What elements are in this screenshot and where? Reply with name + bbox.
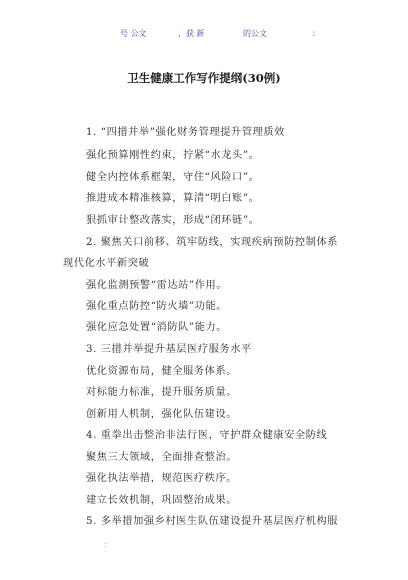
section-heading-4: 4. 重拳出击整治非法行医，守护群众健康安全防线 <box>86 430 328 441</box>
body-line: 健全内控体系框架，守住“风险口”。 <box>86 172 260 183</box>
section-heading-1: 1. “四措并举”强化财务管理提升管理质效 <box>86 127 285 138</box>
body-line: 现代化水平新突破 <box>63 258 150 269</box>
body-line: 强化执法举措，规范医疗秩序。 <box>86 473 238 484</box>
body-line: 优化资源布局，健全服务体系。 <box>86 366 238 377</box>
document-title: 卫生健康工作写作提纲(30例) <box>127 71 281 85</box>
header-text-4: ： <box>312 29 320 38</box>
section-heading-5: 5. 多举措加强乡村医生队伍建设提升基层医疗机构服 <box>86 516 339 527</box>
body-line: 强化预算刚性约束，拧紧“水龙头”。 <box>86 150 260 161</box>
body-line: 强化应急处置“消防队”能力。 <box>86 322 228 333</box>
body-line: 聚焦三大领域，全面排查整治。 <box>86 452 238 463</box>
section-heading-2: 2. 聚焦关口前移、筑牢防线，实现疾病预防控制体系 <box>86 237 339 248</box>
body-line: 狠抓审计整改落实，形成“闭环链”。 <box>86 215 260 226</box>
body-line: 创新用人机制，强化队伍建设。 <box>86 409 238 420</box>
header-text-3: 的公文 <box>243 29 267 38</box>
body-line: 强化监测预警“雷达站”作用。 <box>86 280 228 291</box>
header-text-2: ，获 新 <box>178 29 205 38</box>
section-heading-3: 3. 三措并举提升基层医疗服务水平 <box>86 344 252 355</box>
body-line: 建立长效机制，巩固整治成果。 <box>86 495 238 506</box>
body-line: 强化重点防控“防火墙”功能。 <box>86 301 228 312</box>
body-line: 推进成本精准核算，算清“明白账”。 <box>86 193 260 204</box>
footer-mark: ： <box>104 541 111 549</box>
header-text-1: 号 公文 <box>120 29 147 38</box>
body-line: 对标能力标准，提升服务质量。 <box>86 387 238 398</box>
